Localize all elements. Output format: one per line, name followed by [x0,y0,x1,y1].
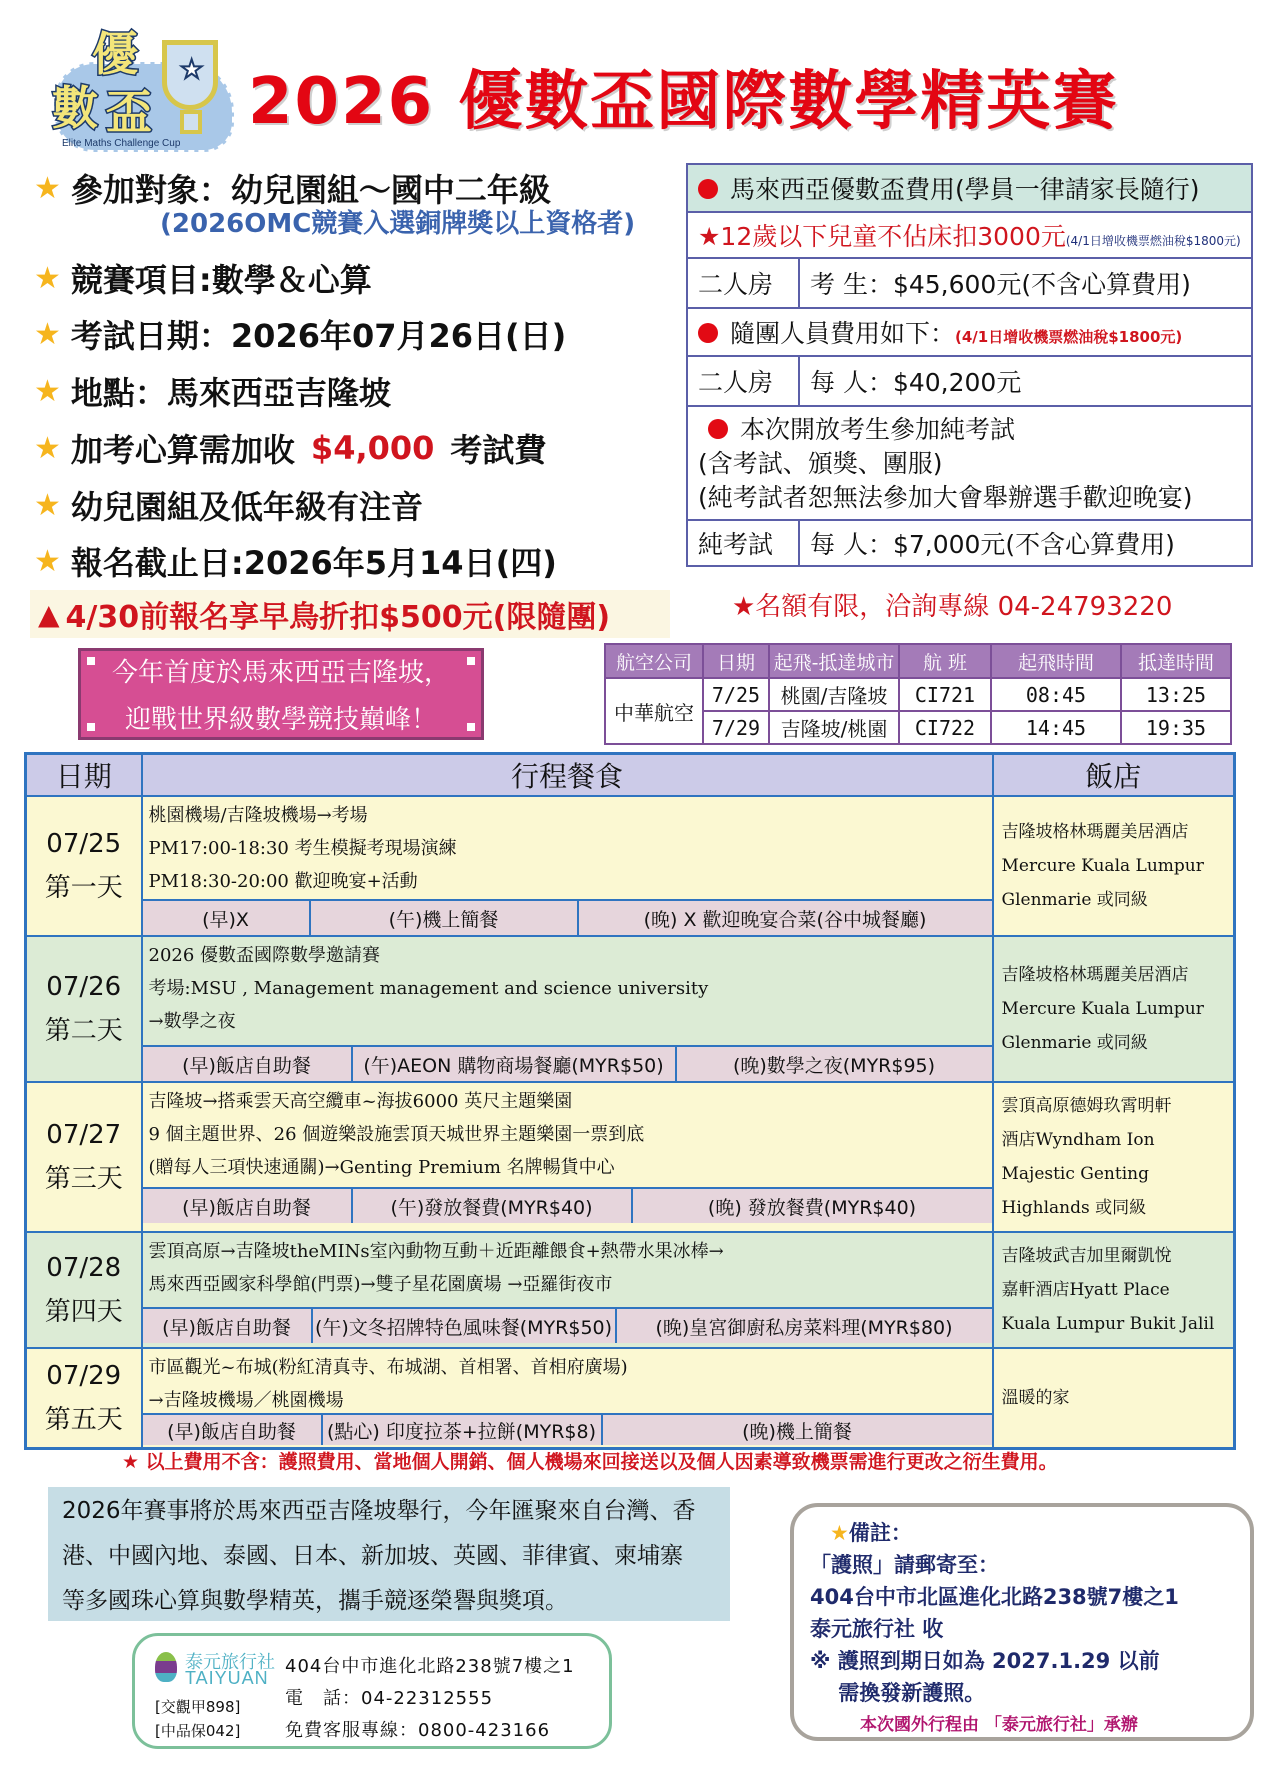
day-cell: 07/28 第四天 [26,1232,142,1348]
info-events: ★ 競賽項目:數學＆心算 [34,260,372,299]
meal-breakfast: (早)X [143,901,311,935]
info-exam-date: ★ 考試日期：2026年07月26日(日) [34,316,567,355]
notes-box: ★備註： 「護照」請郵寄至： 404台中市北區進化北路238號7樓之1 泰元旅行社 收 ※ 護照到期日如為 2027.1.29 以前 需換發新護照。 本次國外行程由 「泰元旅行社」承辦 [790,1503,1254,1741]
early-bird-banner: ▲ 4/30前報名享早鳥折扣$500元(限隨團) [30,590,670,638]
companion-price: 每 人：$40,200元 [799,356,1252,406]
decor-dot [87,723,95,731]
notes-title: ★備註： [830,1521,912,1545]
companion-header: 隨團人員費用如下：(4/1日增收機票燃油稅$1800元) [687,308,1252,356]
trophy-icon: ★ [162,40,218,110]
logo-char-3: 盃 [106,85,152,139]
itinerary-col-date: 日期 [26,754,142,797]
info-location: ★ 地點：馬來西亞吉隆坡 [34,373,391,412]
day-cell: 07/25 第一天 [26,796,142,936]
trophy-stem [180,110,202,134]
decor-dot [87,657,95,665]
star-icon: ★ [830,1521,849,1545]
exam-only-label: 純考試 [687,520,799,566]
meals-row [143,1307,992,1343]
meal-lunch: (午)AEON 購物商場餐廳(MYR$50) [353,1047,677,1081]
flight-col-depart: 起飛時間 [991,644,1121,678]
itinerary-day-row [26,796,1235,936]
flight-col-date: 日期 [703,644,769,678]
day-cell: 07/26 第二天 [26,936,142,1082]
itinerary-day-row [26,936,1235,1082]
meal-breakfast: (早)飯店自助餐 [143,1047,353,1081]
meal-lunch: (午)機上簡餐 [311,901,579,935]
agency-address: 404台中市進化北路238號7樓之1 [285,1656,575,1677]
promo-line-1: 今年首度於馬來西亞吉隆坡， [111,658,450,688]
notes-footer: 本次國外行程由 「泰元旅行社」承辦 [860,1715,1138,1735]
meal-breakfast: (早)飯店自助餐 [143,1415,323,1445]
itinerary-day-row [26,1348,1235,1448]
agency-info-box [132,1633,612,1749]
flight-row: 7/29 吉隆坡/桃園 CI722 14:45 19:35 [605,711,1231,744]
logo-char-1: 優 [92,27,138,81]
day-schedule: 市區觀光~布城(粉紅清真寺、布城湖、首相署、首相府廣場) →吉隆坡機場／桃園機場 (早)飯店自助餐 (點心) 印度拉茶+拉餅(MYR$8) (晚)機上簡餐 [142,1348,993,1448]
day-schedule: 吉隆坡→搭乘雲天高空纜車~海拔6000 英尺主題樂園 9 個主題世界、26 個遊樂設施雲頂天城世界主題樂園一票到底 (贈每人三項快速通關)→Genting Premium 名牌暢貨中心 (早)飯店自助餐 (午)發放餐費(MYR$40) (晚) 發放餐費(MYR$40) [142,1082,993,1232]
red-dot-icon [698,323,718,343]
agency-phone: 電 話：04-22312555 [285,1688,494,1709]
airline-name: 中華航空 [605,678,703,744]
page-title: 2026 優數盃國際數學精英賽 [248,65,1119,139]
star-icon: ★ [34,316,61,352]
flight-col-airline: 航空公司 [605,644,703,678]
flight-table [604,643,1232,745]
day-hotel: 吉隆坡格林瑪麗美居酒店 Mercure Kuala Lumpur Glenmarie 或同級 [993,796,1235,936]
meal-snack: (點心) 印度拉茶+拉餅(MYR$8) [323,1415,603,1445]
promo-banner [78,648,484,740]
flight-col-arrive: 抵達時間 [1121,644,1231,678]
red-dot-icon [698,179,718,199]
meals-row [143,1045,992,1081]
logo-char-2: 數 [52,81,98,135]
flight-row: 中華航空 7/25 桃園/吉隆坡 CI721 08:45 13:25 [605,678,1231,711]
day-hotel: 溫暖的家 [993,1348,1235,1448]
day-hotel: 吉隆坡武吉加里爾凱悅 嘉軒酒店Hyatt Place Kuala Lumpur Bukit Jalil [993,1232,1235,1348]
day-cell: 07/27 第三天 [26,1082,142,1232]
itinerary-table [24,752,1236,1450]
day-schedule: 2026 優數盃國際數學邀請賽 考場:MSU , Management management and science university →數學之夜 (早)飯店自助餐 (午)AEON 購物商場餐廳(MYR$50) (晚)數學之夜(MYR$95) [142,936,993,1082]
info-mental-math-fee: ★ 加考心算需加收 $4,000 考試費 [34,429,547,469]
student-room-label: 二人房 [687,258,799,308]
event-description: 2026年賽事將於馬來西亞吉隆坡舉行，今年匯聚來自台灣、香 港、中國內地、泰國、日本、新加坡、英國、菲律賓、柬埔寨 等多國珠心算與數學精英，攜手競逐榮譽與獎項。 [48,1487,730,1621]
meal-dinner: (晚)機上簡餐 [742,1420,852,1443]
day-hotel: 吉隆坡格林瑪麗美居酒店 Mercure Kuala Lumpur Glenmarie 或同級 [993,936,1235,1082]
star-icon: ★ [34,170,61,206]
day-hotel: 雲頂高原德姆玖霄明軒 酒店Wyndham Ion Majestic Genting Highlands 或同級 [993,1082,1235,1232]
day-cell: 07/29 第五天 [26,1348,142,1448]
meals-row [143,1413,992,1445]
agency-logo-icon [155,1652,177,1682]
info-participants-note: (2026OMC競賽入選銅牌獎以上資格者) [160,209,636,239]
meal-dinner: (晚) X 歡迎晚宴合菜(谷中城餐廳) [643,908,927,931]
decor-dot [467,723,475,731]
red-dot-icon [708,419,728,439]
star-icon: ★ [34,430,61,466]
star-icon: ★ [34,260,61,296]
info-deadline: ★ 報名截止日:2026年5月14日(四) [34,543,557,582]
meal-breakfast: (早)飯店自助餐 [143,1189,353,1223]
day-schedule: 雲頂高原→吉隆坡theMINs室內動物互動＋近距離餵食+熱帶水果冰棒→ 馬來西亞國家科學館(門票)→雙子星花園廣場 →亞羅街夜市 (早)飯店自助餐 (午)文冬招牌特色風味餐(MYR$50) (晚)皇宮御廚私房菜料理(MYR$80) [142,1232,993,1348]
license-quality: [中品保042] [155,1722,241,1740]
meal-lunch: (午)發放餐費(MYR$40) [353,1189,633,1223]
info-phonetic: ★ 幼兒園組及低年級有注音 [34,487,423,526]
agency-logo: 泰元旅行社 TAIYUAN [151,1648,271,1688]
meals-row [143,899,992,935]
promo-line-2: 迎戰世界級數學競技巔峰！ [124,705,437,735]
exam-only-price: 每 人：$7,000元(不含心算費用) [799,520,1252,566]
meal-lunch: (午)文冬招牌特色風味餐(MYR$50) [313,1309,617,1343]
child-discount-row: ★12歲以下兒童不佔床扣3000元(4/1日增收機票燃油稅$1800元) [687,212,1252,258]
fee-table [686,163,1253,567]
star-icon: ★ [34,373,61,409]
fee-header: 馬來西亞優數盃費用(學員一律請家長隨行) [687,164,1252,212]
flight-col-flight: 航 班 [899,644,991,678]
meal-dinner: (晚)數學之夜(MYR$95) [732,1054,936,1077]
logo-caption: Elite Maths Challenge Cup [62,138,181,149]
agency-hotline: 免費客服專線：0800-423166 [285,1720,551,1741]
itinerary-day-row [26,1082,1235,1232]
star-icon: ★ [34,543,61,579]
license-tourism: [交觀甲898] [155,1698,241,1716]
event-logo [52,18,242,154]
flight-col-route: 起飛-抵達城市 [769,644,899,678]
student-price: 考 生：$45,600元(不含心算費用) [799,258,1252,308]
triangle-icon: ▲ [38,597,60,631]
itinerary-col-schedule: 行程餐食 [142,754,993,797]
contact-hotline: ★名額有限，洽詢專線 04-24793220 [732,592,1173,622]
star-icon: ★ [34,487,61,523]
exam-only-info: 本次開放考生參加純考試 (含考試、頒獎、團服) (純考試者恕無法參加大會舉辦選手歡迎晚宴) [687,406,1252,520]
meal-dinner: (晚)皇宮御廚私房菜料理(MYR$80) [655,1316,953,1339]
meal-dinner: (晚) 發放餐費(MYR$40) [707,1196,917,1219]
itinerary-day-row [26,1232,1235,1348]
info-participants: ★ 參加對象：幼兒園組～國中二年級 [34,170,551,209]
day-schedule: 桃園機場/吉隆坡機場→考場 PM17:00-18:30 考生模擬考現場演練 PM18:30-20:00 歡迎晚宴+活動 (早)X (午)機上簡餐 (晚) X 歡迎晚宴合菜(谷中城餐廳) [142,796,993,936]
itinerary-col-hotel: 飯店 [993,754,1235,797]
exclusions-note: ★ 以上費用不含：護照費用、當地個人開銷、個人機場來回接送以及個人因素導致機票需進行更改之衍生費用。 [122,1451,1058,1473]
meals-row [143,1187,992,1223]
decor-dot [467,657,475,665]
companion-room-label: 二人房 [687,356,799,406]
meal-breakfast: (早)飯店自助餐 [143,1309,313,1343]
